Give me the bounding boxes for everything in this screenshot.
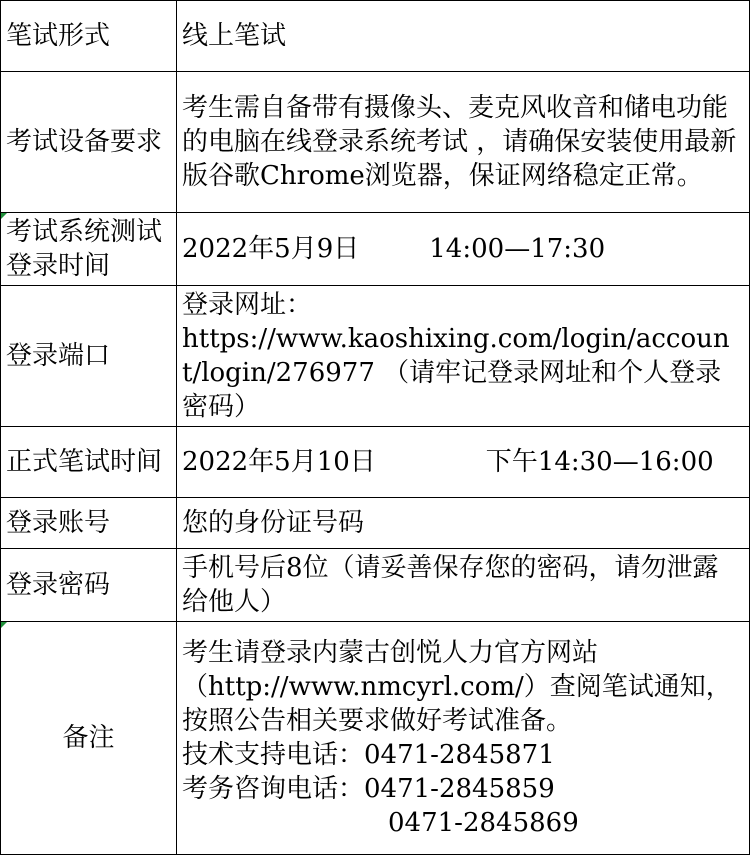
table-row [1, 622, 750, 855]
row-label-system-test-time-text: 考试系统测试登录时间 [6, 217, 163, 281]
cell-corner-mark [1, 213, 7, 219]
table-row [1, 427, 750, 498]
table-row [1, 213, 750, 286]
row-label-device-requirements: 考试设备要求 [1, 72, 177, 213]
affairs-line-1 [182, 772, 744, 806]
affairs-label: 考务咨询电话： [182, 774, 365, 804]
tech-support-label: 技术支持电话： [182, 740, 365, 770]
row-value-login-account: 您的身份证号码 [177, 498, 750, 549]
table-row [1, 286, 750, 427]
login-url-note: （请牢记登录网址和个人登录密码） [182, 358, 722, 422]
row-label-login-account: 登录账号 [1, 498, 177, 549]
table-row [1, 498, 750, 549]
row-value-system-test-time [177, 213, 750, 286]
row-label-login-portal: 登录端口 [1, 286, 177, 427]
remarks-line-1: 考生请登录内蒙古创悦人力官方网站 [182, 638, 599, 668]
row-label-remarks-text: 备注 [62, 723, 115, 753]
remarks-line-2: （http://www.nmcyrl.com/）查阅笔试通知， [182, 672, 732, 702]
row-label-system-test-time [1, 213, 177, 286]
row-value-remarks [177, 622, 750, 855]
row-value-login-password: 手机号后8位（请妥善保存您的密码，请勿泄露给他人） [177, 549, 750, 622]
exam-date: 2022年5月10日 [182, 447, 376, 477]
table-row [1, 72, 750, 213]
remarks-line-3: 按照公告相关要求做好考试准备。 [182, 706, 573, 736]
test-time: 14:00—17:30 [429, 234, 606, 264]
row-label-exam-format: 笔试形式 [1, 1, 177, 72]
row-value-exam-format: 线上笔试 [177, 1, 750, 72]
affairs-phone-1: 0471-2845859 [364, 774, 555, 804]
row-label-remarks [1, 622, 177, 855]
row-value-login-portal [177, 286, 750, 427]
row-value-formal-exam-time [177, 427, 750, 498]
row-value-device-requirements: 考生需自备带有摄像头、麦克风收音和储电功能的电脑在线登录系统考试 ，请确保安装使用最新版谷歌Chrome浏览器，保证网络稳定正常。 [177, 72, 750, 213]
login-url-title: 登录网址： [182, 290, 313, 320]
table-row [1, 1, 750, 72]
exam-time: 下午14:30—16:00 [485, 447, 714, 477]
affairs-phone-2: 0471-2845869 [388, 808, 579, 838]
test-date: 2022年5月9日 [182, 234, 360, 264]
table-row [1, 549, 750, 622]
login-url-link[interactable]: https://www.kaoshixing.com/login/account/login/276977 [182, 324, 730, 388]
tech-support-phone: 0471-2845871 [364, 740, 555, 770]
row-label-login-password: 登录密码 [1, 549, 177, 622]
tech-support-line [182, 738, 744, 772]
affairs-line-2 [182, 806, 744, 840]
cell-corner-mark [1, 622, 7, 628]
row-label-formal-exam-time: 正式笔试时间 [1, 427, 177, 498]
